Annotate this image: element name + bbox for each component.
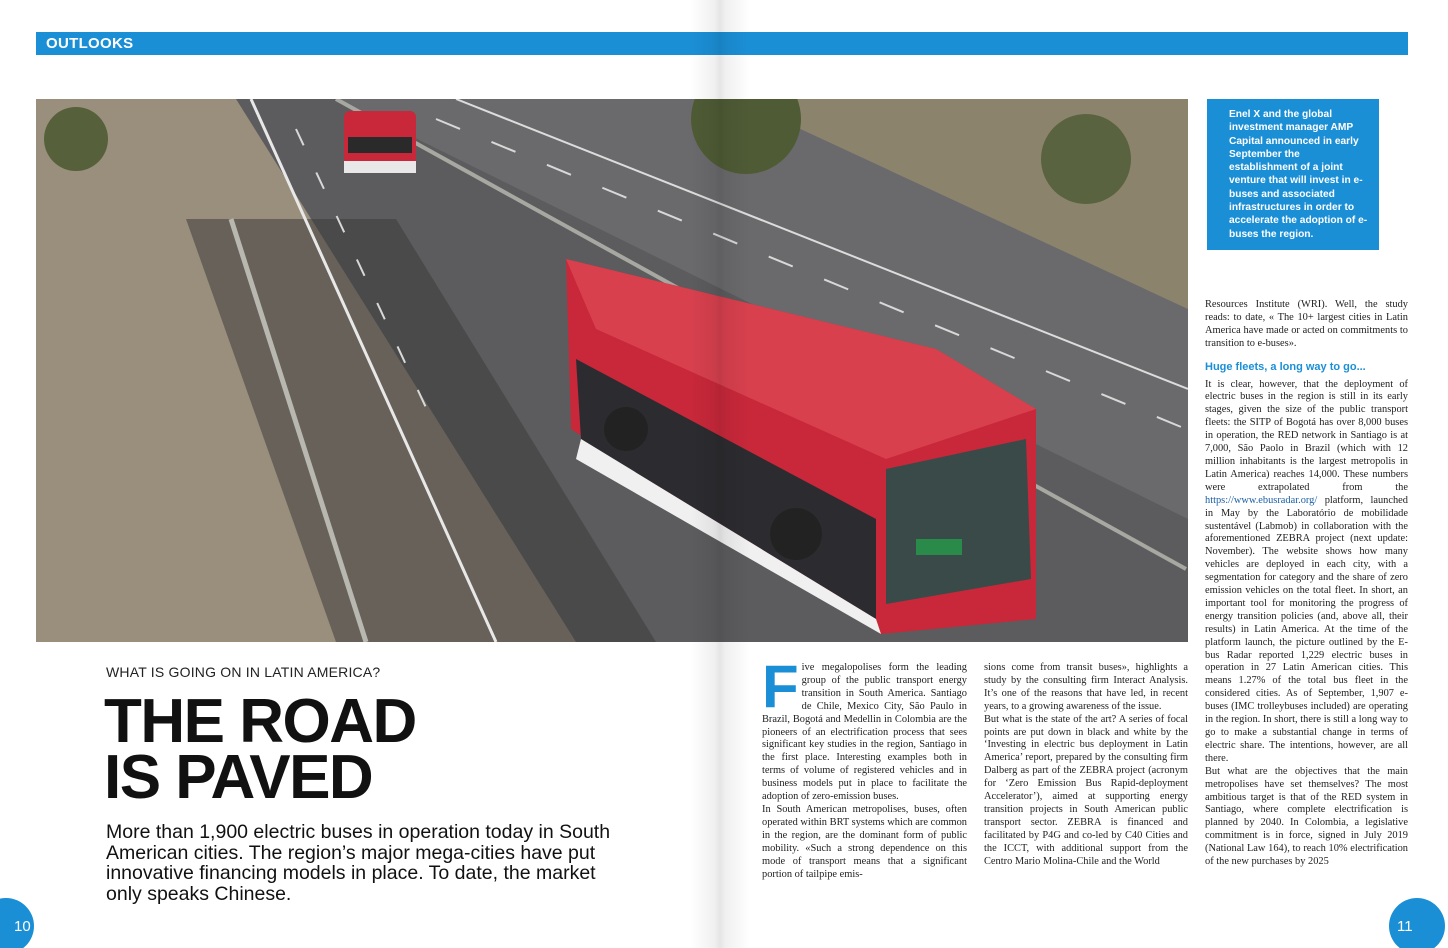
article-kicker: WHAT IS GOING ON IN LATIN AMERICA?: [106, 664, 381, 680]
title-line-1: THE ROAD: [104, 687, 416, 756]
section-label: OUTLOOKS: [46, 35, 134, 52]
section-header-bar: [36, 32, 1408, 55]
title-line-2: IS PAVED: [104, 743, 373, 812]
body-column-1: [762, 662, 967, 908]
page-number-right-text: 11: [1397, 918, 1413, 935]
tree-right-2: [1041, 114, 1131, 204]
drop-cap: F: [762, 662, 799, 720]
col3-paragraph-2a: It is clear, however, that the deployment of electric buses in the region is still in its early stages, given the size of the public transport fleets: the SITP of Bogotá has over 8,000 buses in operation, the RED network in Santiago is at 7,000, São Paolo in Brazil (which with 12 million inhabitants is the largest metropolis in Latin America) reaches 14,000. These numbers were extrapolated from the: [1205, 378, 1408, 493]
col2-paragraph-1: sions come from transit buses», highlights a study by the consulting firm Interact Analysis. It’s one of the reasons that have led, in recent years, to a growing awareness of the issue.: [984, 662, 1188, 712]
section-subhead: Huge fleets, a long way to go...: [1205, 360, 1366, 373]
page-number-left-text: 10: [14, 918, 31, 935]
col3-paragraph-1: Resources Institute (WRI). Well, the study reads: to date, « The 10+ largest cities in Latin America have made or acted on commitments to transition to e-buses».: [1205, 299, 1408, 349]
bus-far: [344, 111, 416, 173]
page-number-left: [0, 898, 34, 948]
callout-box: [1207, 99, 1379, 250]
callout-text: Enel X and the global investment manager AMP Capital announced in early September the establishment of a joint venture that will invest in e-buses and associated infrastructures in order to accelerate the adoption of e-buses the region.: [1229, 109, 1368, 240]
page-number-right: [1389, 898, 1445, 948]
article-standfirst: More than 1,900 electric buses in operation today in South American cities. The region’s major mega-cities have put innovative financing models in place. To date, the market only speaks Chinese.: [106, 821, 611, 905]
hero-photo: [36, 99, 1188, 642]
article-title: [104, 687, 416, 812]
col2-paragraph-2: But what is the state of the art? A series of focal points are put down in black and white by the ‘Investing in electric bus deployment in Latin America’ report, prepared by the consulting firm Dalberg as part of the ZEBRA project (acronym for ‘Zero Emission Bus Rapid-deployment Accelerator’), aimed at supporting energy transition projects in South American public transport sector. ZEBRA is financed and facilitated by P4G and co-led by C40 Cities and the ICCT, with additional support from the Centro Mario Molina-Chile and the World: [984, 713, 1188, 867]
body-column-3: [1205, 299, 1408, 909]
col1-paragraph-1: ive megalopolises form the leading group of the public transport energy transition in South America. Santiago de Chile, Mexico City, São Paulo in Brazil, Bogotá and Medellin in Colombia are the pioneers of an electrification process that sees significant key studies in the region, Santiago in the first place. Interesting examples both in terms of volume of registered vehicles and in business models put in place to facilitate the adoption of zero-emission buses.: [762, 662, 967, 803]
tree-left: [44, 107, 108, 171]
col3-paragraph-2: [1205, 379, 1408, 766]
col3-paragraph-3: But what are the objectives that the main metropolises have set themselves? The most ambitious target is that of the RED system in Santiago, where complete electrification is planned by 2040. In Colombia, a legislative commitment is in force, signed in July 2019 (National Law 164), to reach 10% electrification of the new purchases by 2025: [1205, 765, 1408, 868]
body-column-2: [984, 662, 1188, 908]
col3-paragraph-2b: platform, launched in May by the Laboratório de mobilidade sustentável (Labmob) in collaboration with the aforementioned ZEBRA project (next update: November). The website shows how many vehicles are deployed in each city, with a segmentation for category and the share of zero emission vehicles on the total fleet. In short, an important tool for monitoring the progress of energy transition policies (and, above all, their results) in Latin America. At the time of the platform launch, the picture outlined by the E-bus Radar reported 1,229 electric buses in operation in 27 Latin American cities. This means 1.27% of the total bus fleet in the considered cities. As of September, 1,907 e-buses (IMC trolleybuses included) are operating in the region. In short, there is still a long way to go to make a substantial change in terms of electric share. The intentions, however, are all there.: [1205, 494, 1408, 764]
col1-paragraph-2: In South American metropolises, buses, often operated within BRT systems which are common in the region, are the dominant form of public mobility. «Such a strong dependence on this mode of transport means that a significant portion of tailpipe emis-: [762, 803, 967, 880]
ebusradar-link[interactable]: https://www.ebusradar.org/: [1205, 494, 1318, 506]
